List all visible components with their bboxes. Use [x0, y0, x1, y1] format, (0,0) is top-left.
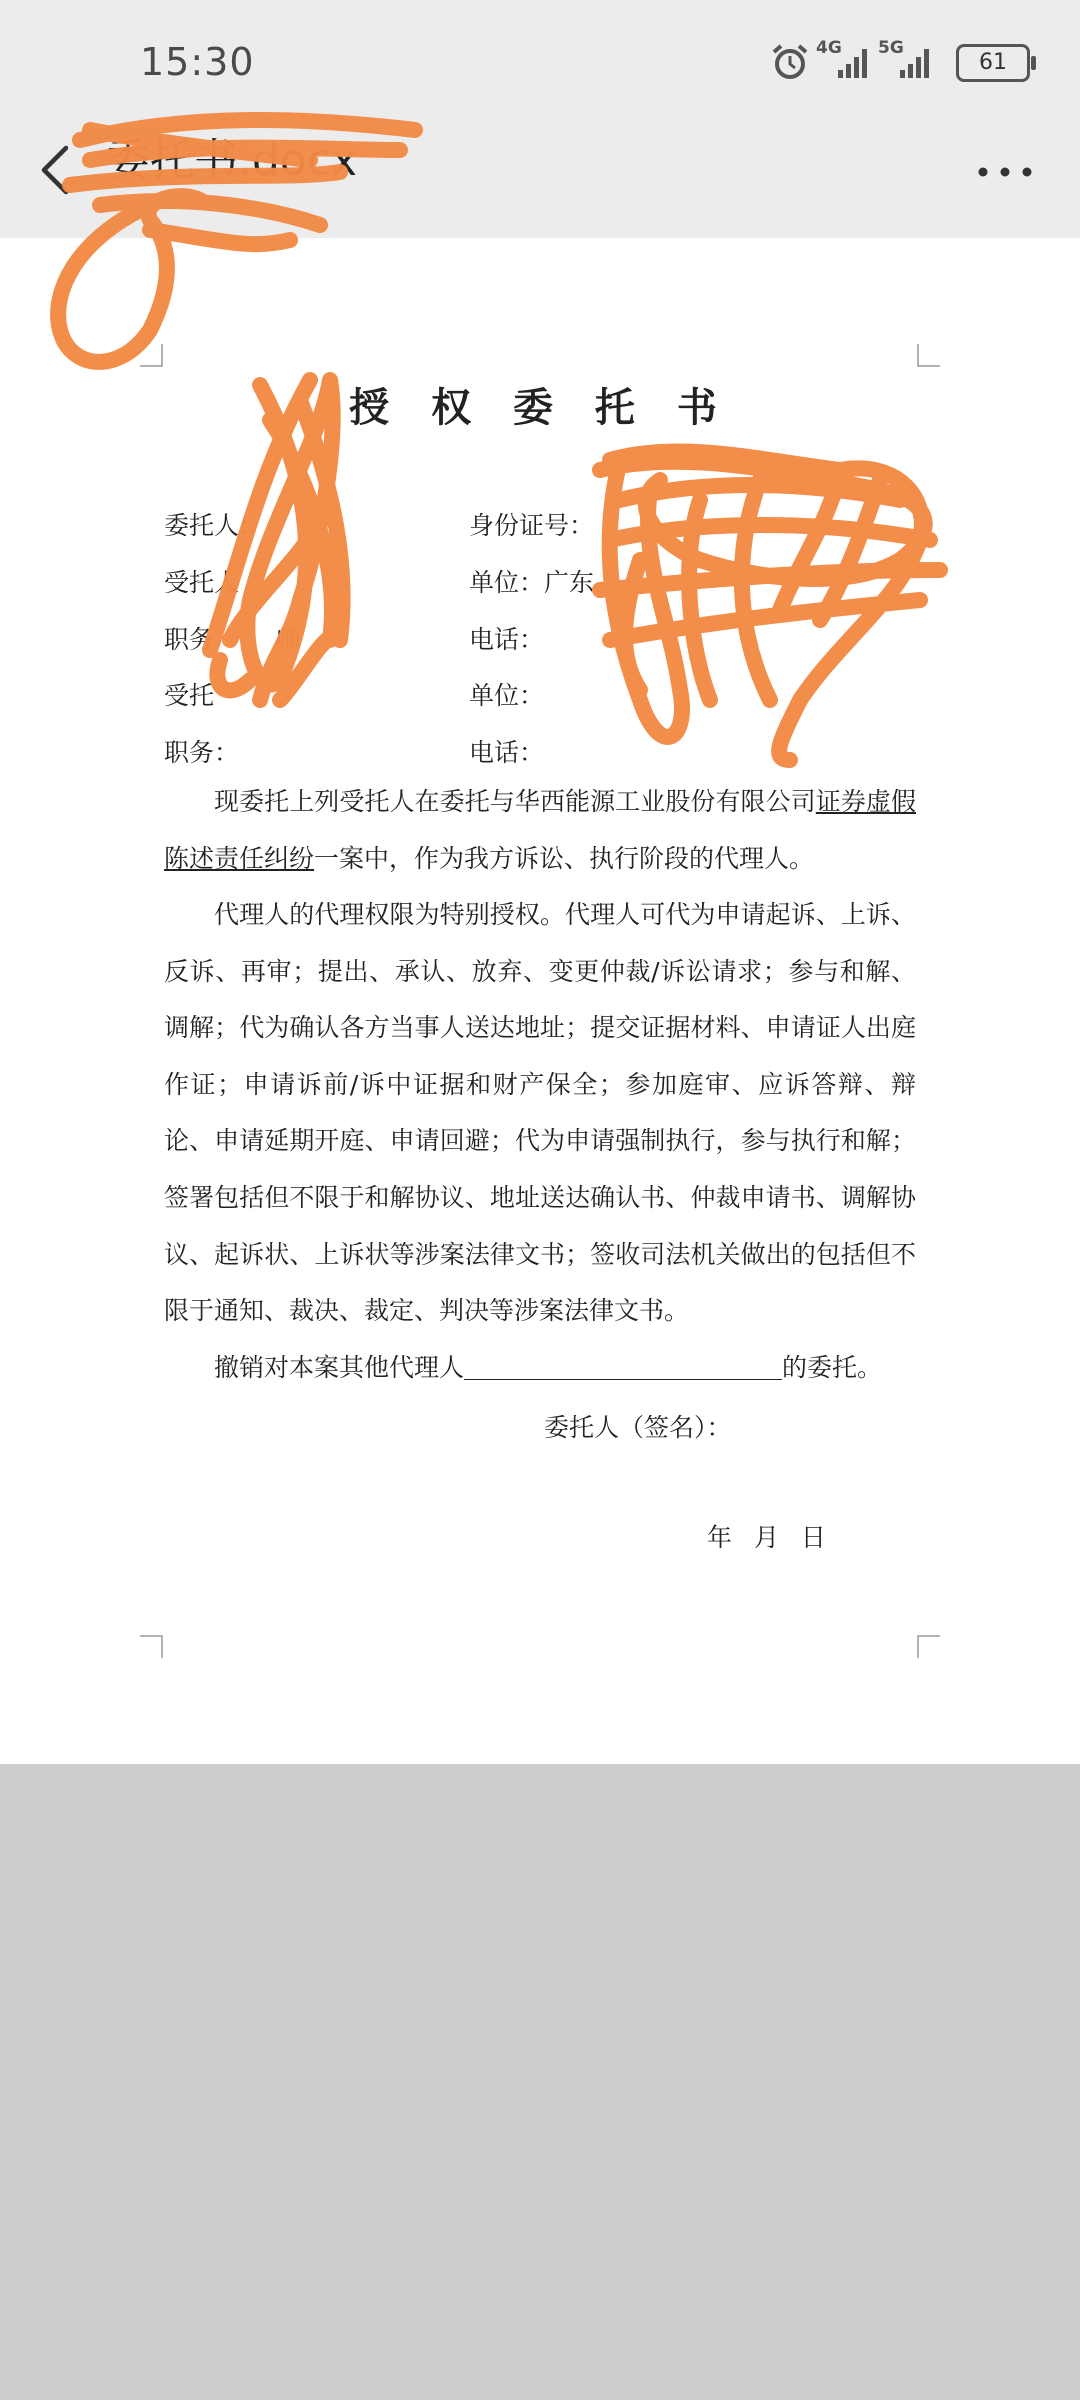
- signature-label: 委托人（签名）：: [544, 1413, 732, 1442]
- battery-level: 61: [979, 50, 1007, 75]
- document-page[interactable]: [0, 238, 1080, 1764]
- field-label: 单位：广东: [469, 568, 595, 597]
- field-label: 身份证号：: [469, 511, 595, 540]
- network-label-4g: 4G: [816, 38, 842, 58]
- empty-area: [0, 1764, 1080, 2400]
- document-body: [0, 238, 1080, 1764]
- document-heading: 授 权 委 托 书: [349, 385, 731, 431]
- field-label: 电话：: [469, 738, 545, 767]
- paragraph-revoke: [164, 1340, 916, 1397]
- status-icons: [770, 38, 1030, 86]
- signal-icon-2: [898, 46, 932, 80]
- blank-line: [464, 1354, 782, 1380]
- field-label: 职务：: [164, 738, 240, 767]
- field-label: 职务: [164, 625, 215, 654]
- field-label: 受托人: [164, 568, 240, 597]
- signal-icon: [836, 46, 870, 80]
- para1-text-end: 一案中，作为我方诉讼、执行阶段的代理人。: [314, 843, 815, 873]
- battery-icon: [956, 44, 1030, 82]
- more-dots-icon[interactable]: [970, 150, 1040, 190]
- para3-text: 撤销对本案其他代理人: [214, 1353, 465, 1382]
- status-time: 15:30: [140, 40, 255, 84]
- para3-text-end: 的委托。: [782, 1353, 883, 1382]
- top-bar: [0, 0, 1080, 238]
- field-value: 师: [276, 625, 302, 654]
- date-line: 年 月 日: [707, 1523, 826, 1552]
- paragraph-authority: 代理人的代理权限为特别授权。代理人可代为申请起诉、上诉、反诉、再审；提出、承认、放弃、变更仲裁/诉讼请求；参与和解、调解；代为确认各方当事人送达地址；提交证据材料、申请证人出庭作证；申请诉前/诉中证据和财产保全；参加庭审、应诉答辩、辩论、申请延期开庭、申请回避；代为申请强制执行，参与执行和解；签署包括但不限于和解协议、地址送达确认书、仲裁申请书、调解协议、起诉状、上诉状等涉案法律文书；签收司法机关做出的包括但不限于通知、裁决、裁定、判决等涉案法律文书。: [164, 900, 916, 1326]
- field-label: 电话：: [469, 625, 545, 654]
- case-name: 证券虚假陈述责任纠纷: [164, 787, 916, 873]
- field-label: 单位：: [469, 681, 545, 710]
- para1-text: 现委托上列受托人在委托与华西能源工业股份有限公司: [214, 787, 816, 816]
- alarm-icon: [770, 42, 810, 82]
- paragraph-entrust: [164, 774, 916, 887]
- network-label-5g: 5G: [878, 38, 904, 58]
- field-label: 受托: [164, 681, 215, 710]
- field-label: 委托人：: [164, 511, 265, 540]
- document-title: 委托书.docx: [106, 135, 358, 186]
- back-arrow-icon[interactable]: [36, 140, 76, 200]
